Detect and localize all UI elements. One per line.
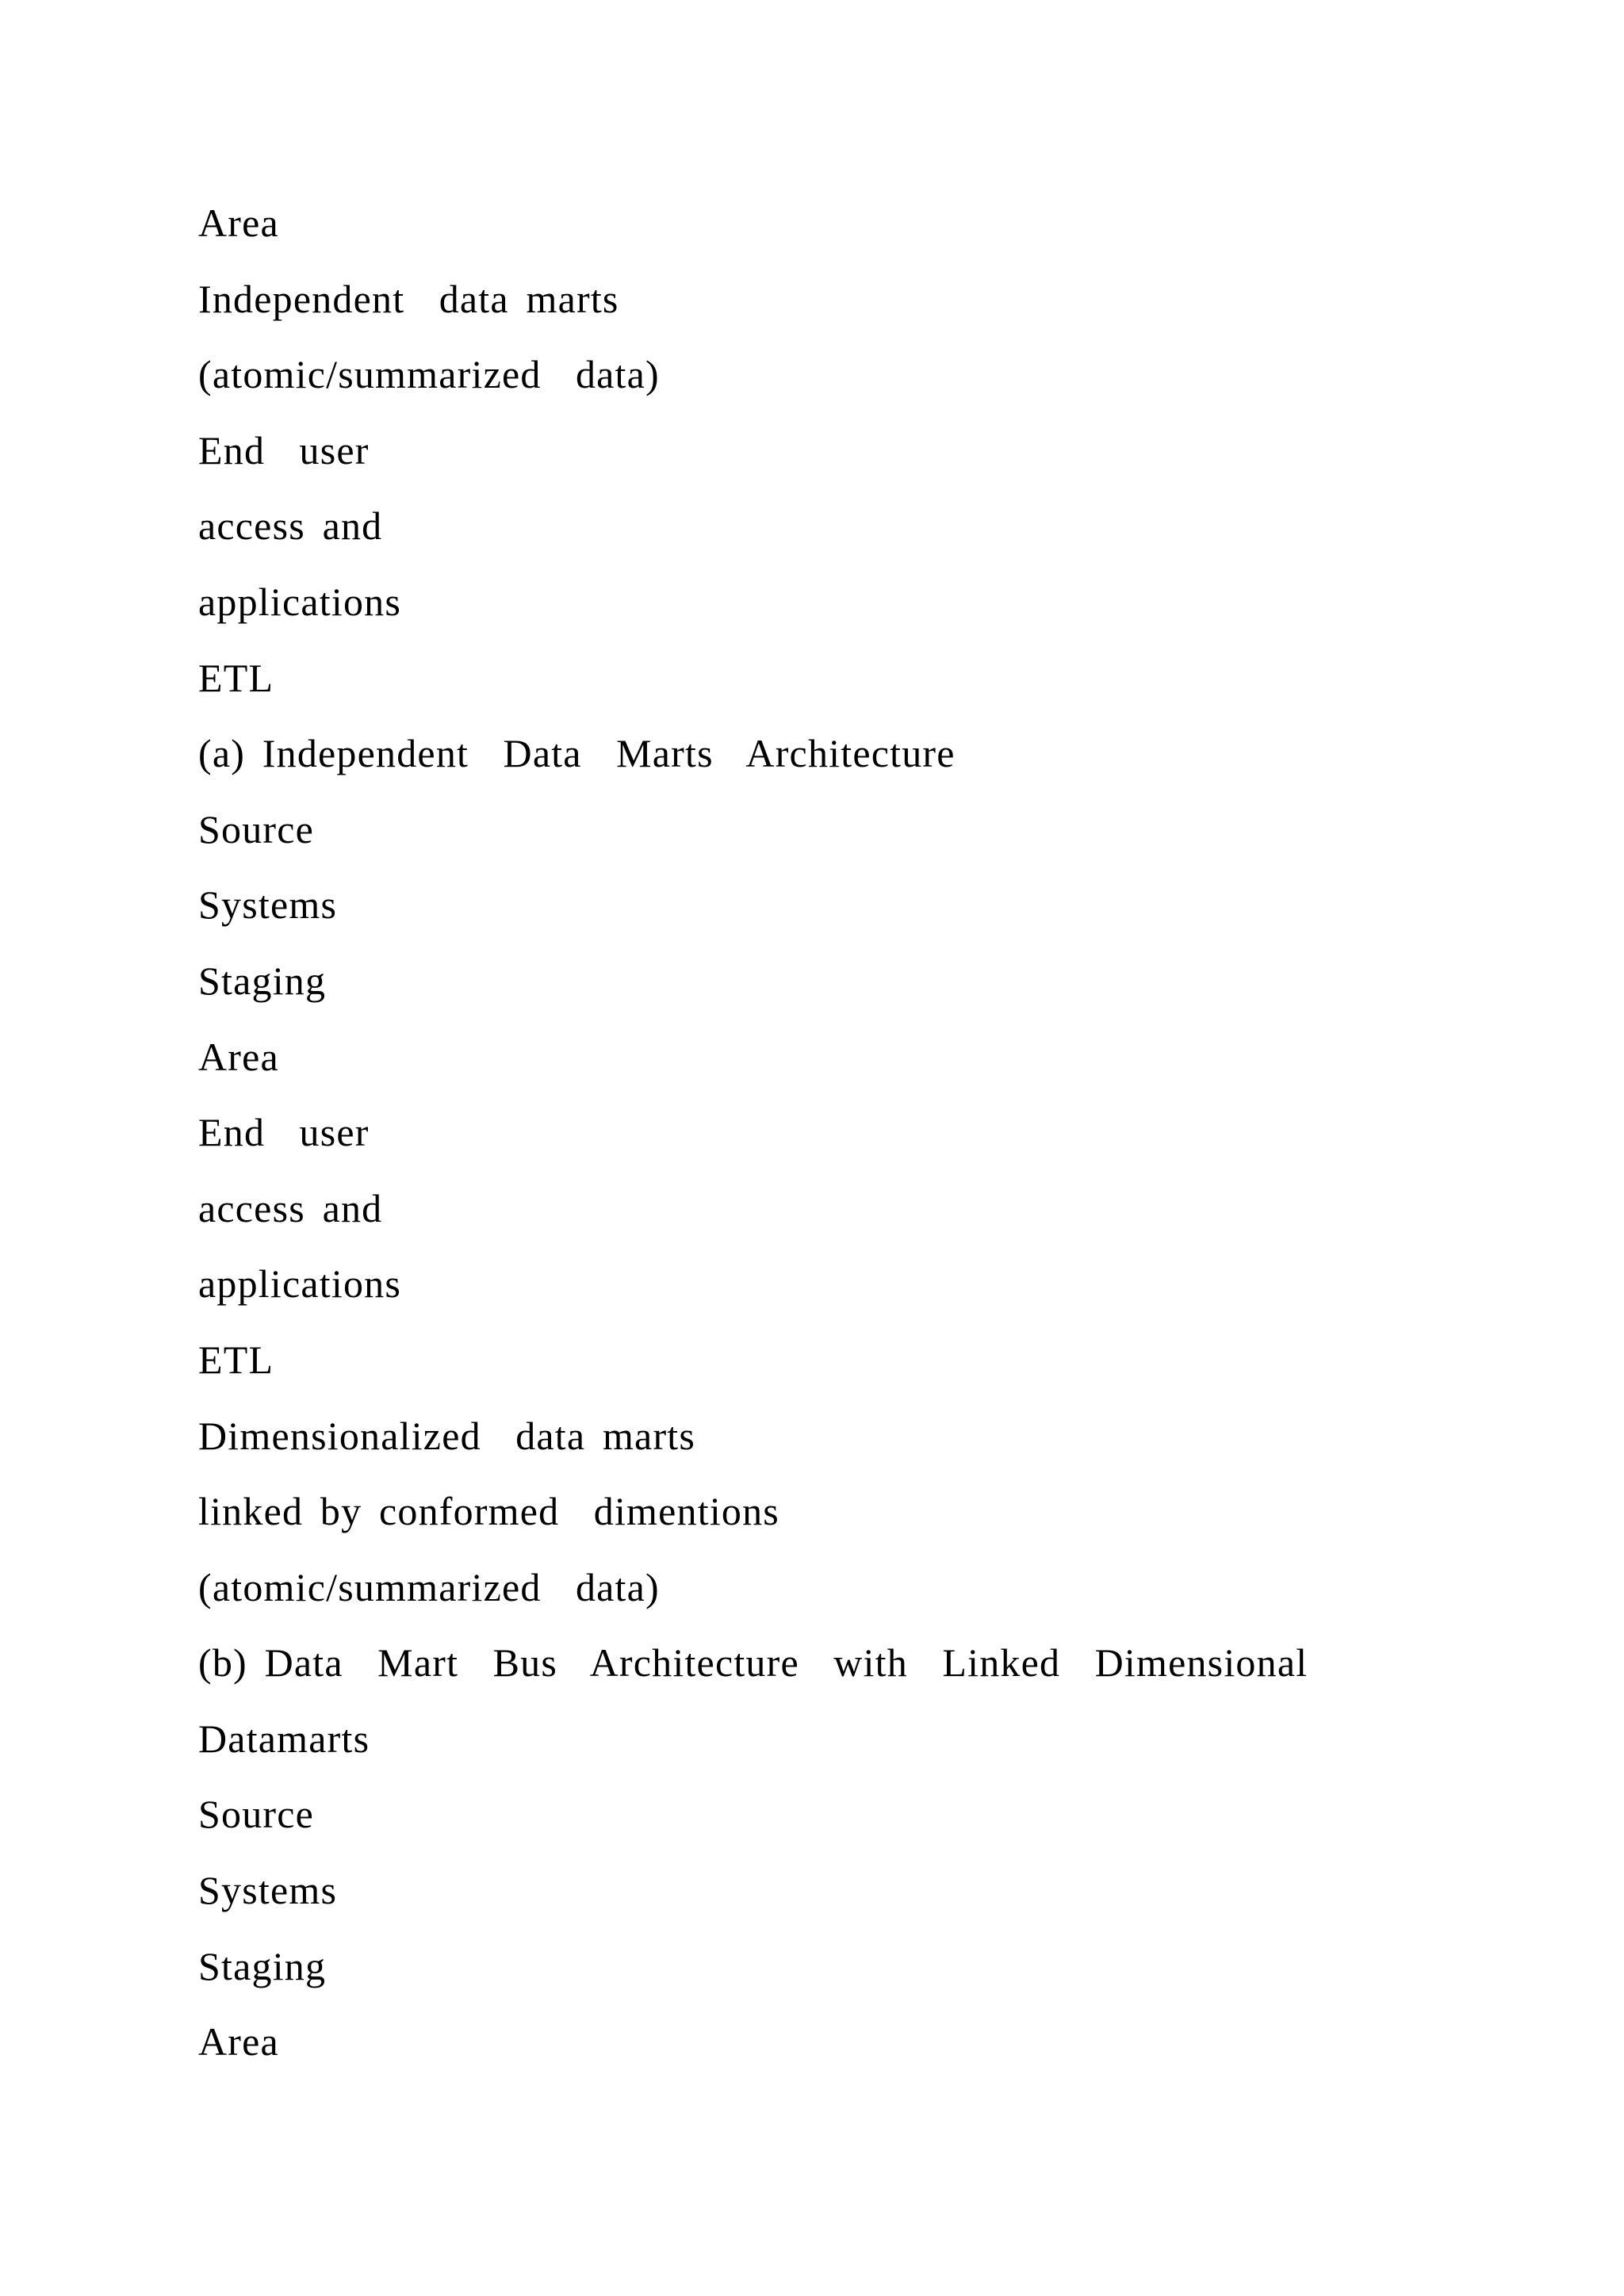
figure-caption: (b) Data Mart Bus Architecture with Linked Dimensional	[198, 1640, 1308, 1686]
text-line: Independent data marts	[198, 276, 619, 321]
text-line: Datamarts	[198, 1716, 370, 1761]
text-line: access and	[198, 1185, 383, 1230]
text-line: applications	[198, 579, 402, 624]
figure-caption: (a) Independent Data Marts Architecture	[198, 731, 956, 776]
text-line: Systems	[198, 1868, 338, 1913]
text-line: Staging	[198, 958, 327, 1003]
text-line: Source	[198, 1792, 315, 1837]
text-line: (atomic/summarized data)	[198, 352, 660, 397]
text-line: (atomic/summarized data)	[198, 1564, 660, 1609]
text-line: Systems	[198, 882, 338, 928]
text-line: ETL	[198, 1337, 274, 1382]
text-line: Source	[198, 806, 315, 851]
text-line: ETL	[198, 655, 274, 700]
text-line: Dimensionalized data marts	[198, 1413, 696, 1458]
text-line: Staging	[198, 1943, 327, 1988]
document-body	[198, 196, 1308, 2091]
text-line: End user	[198, 427, 370, 473]
text-line: applications	[198, 1261, 402, 1307]
text-line: Area	[198, 2019, 279, 2064]
text-line: End user	[198, 1110, 370, 1155]
text-line: access and	[198, 503, 383, 549]
text-line: Area	[198, 201, 279, 245]
text-line: linked by conformed dimentions	[198, 1489, 779, 1534]
text-line: Area	[198, 1034, 279, 1079]
